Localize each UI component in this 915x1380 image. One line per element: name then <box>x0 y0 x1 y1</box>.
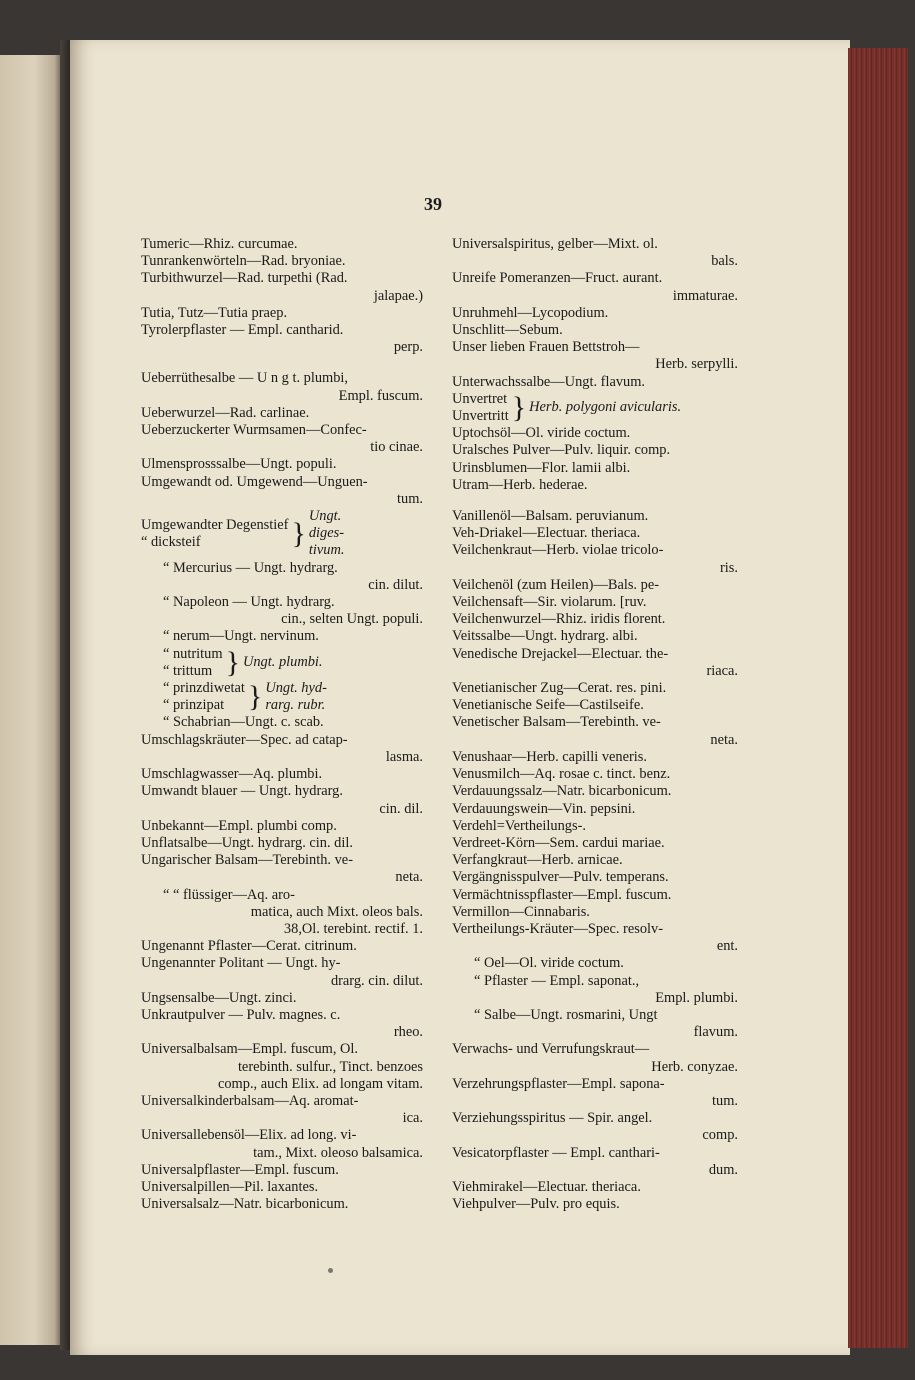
entry-continuation: neta. <box>395 869 423 886</box>
entry: Venetischer Balsam—Terebinth. ve- <box>452 714 661 731</box>
entry: Universalspiritus, gelber—Mixt. ol. <box>452 236 658 252</box>
entry: Vertheilungs-Kräuter—Spec. resolv- <box>452 920 663 937</box>
entry: Umgewandt od. Umgewend—Unguen- <box>141 473 368 490</box>
entry: Veilchensaft—Sir. violarum. [ruv. <box>452 594 647 611</box>
brace: } <box>291 516 306 550</box>
entry: Veilchenöl (zum Heilen)—Bals. pe- <box>452 576 659 593</box>
entry: Veitssalbe—Ungt. hydrarg. albi. <box>452 628 638 645</box>
page-mark <box>328 1268 333 1273</box>
entry: Verzehrungspflaster—Empl. sapona- <box>452 1075 665 1092</box>
entry-continuation: Herb. conyzae. <box>651 1058 738 1075</box>
entry-continuation: 38,Ol. terebint. rectif. 1. <box>283 920 423 937</box>
entry: Vergängnisspulver—Pulv. temperans. <box>452 869 669 886</box>
entry: Uptochsöl—Ol. viride coctum. <box>452 425 631 442</box>
entry-continuation: tum. <box>397 490 423 507</box>
entry: “ “ flüssiger—Aq. aro- <box>163 886 295 903</box>
entry: Vermächtnisspflaster—Empl. fuscum. <box>452 886 672 903</box>
right-column <box>452 236 738 1213</box>
left-column <box>141 236 423 1213</box>
left-page-edge <box>0 55 62 1345</box>
bracket-reference: Herb. polygoni avicularis. <box>529 399 682 416</box>
bracket-group <box>141 646 423 680</box>
entry: Verziehungsspiritus — Spir. angel. <box>452 1110 653 1127</box>
entry: Ulmensprosssalbe—Ungt. populi. <box>141 456 337 473</box>
entry: Ueberwurzel—Rad. carlinae. <box>141 404 310 421</box>
entry: Tyrolerpflaster — Empl. cantharid. <box>141 322 344 339</box>
entry-continuation: bals. <box>711 253 738 270</box>
entry: Venusmilch—Aq. rosae c. tinct. benz. <box>452 766 671 783</box>
entry-continuation: neta. <box>710 731 738 748</box>
entry-continuation: comp., auch Elix. ad longam vitam. <box>217 1075 423 1092</box>
brace: } <box>511 391 527 425</box>
entry: Unvertret <box>452 390 508 407</box>
bracket-reference: Ungt. hyd- rarg. rubr. <box>265 680 327 714</box>
entry-continuation: immaturae. <box>672 287 738 304</box>
entry-continuation: ent. <box>716 938 738 955</box>
entry-continuation: Empl. plumbi. <box>655 989 738 1006</box>
entry: Unschlitt—Sebum. <box>452 322 563 339</box>
entry: Unterwachssalbe—Ungt. flavum. <box>452 373 646 390</box>
entry-continuation: Empl. fuscum. <box>338 387 423 404</box>
entry: Vermillon—Cinnabaris. <box>452 903 590 920</box>
entry: “ Mercurius — Ungt. hydrarg. <box>163 559 338 576</box>
entry: Utram—Herb. hederae. <box>452 476 588 493</box>
page-number: 39 <box>424 194 442 214</box>
entry: “ trittum <box>163 662 213 679</box>
entry-continuation: dum. <box>708 1161 738 1178</box>
entry: “ nerum—Ungt. nervinum. <box>163 628 319 645</box>
entry: “ Pflaster — Empl. saponat., <box>474 972 640 989</box>
entry: Ungsensalbe—Ungt. zinci. <box>141 989 297 1006</box>
entry: Ungenannt Pflaster—Cerat. citrinum. <box>141 938 357 955</box>
entry-continuation: tum. <box>712 1092 738 1109</box>
bracket-group <box>452 391 738 425</box>
entry: Ungenannter Politant — Ungt. hy- <box>141 955 341 972</box>
entry-continuation: terebinth. sulfur., Tinct. benzoes <box>237 1058 423 1075</box>
entry-continuation: perp. <box>393 339 423 356</box>
entry-continuation: lasma. <box>385 748 423 765</box>
entry: Unflatsalbe—Ungt. hydrarg. cin. dil. <box>141 834 353 851</box>
entry: Urinsblumen—Flor. lamii albi. <box>452 459 631 476</box>
entry: Veilchenkraut—Herb. violae tricolo- <box>452 542 664 559</box>
entry-continuation: drarg. cin. dilut. <box>330 972 423 989</box>
entry: “ dicksteif <box>141 533 201 550</box>
entry: Vesicatorpflaster — Empl. canthari- <box>452 1144 660 1161</box>
entry: Universalkinderbalsam—Aq. aromat- <box>141 1092 359 1109</box>
entry: Turbithwurzel—Rad. turpethi (Rad. <box>141 270 348 287</box>
entry: Umgewandter Degenstief <box>141 516 289 533</box>
bracket-group <box>141 680 423 714</box>
entry: Veilchenwurzel—Rhiz. iridis florent. <box>452 611 666 628</box>
entry: Ueberrüthesalbe — U n g t. plumbi, <box>141 370 349 387</box>
entry-continuation: cin., selten Ungt. populi. <box>281 611 423 628</box>
entry: Tunrankenwörteln—Rad. bryoniae. <box>141 253 346 270</box>
entry: Universalsalz—Natr. bicarbonicum. <box>141 1196 349 1213</box>
entry: “ prinzdiwetat <box>163 680 245 697</box>
entry: “ prinzipat <box>163 697 225 714</box>
brace: } <box>225 645 240 679</box>
entry: Unreife Pomeranzen—Fruct. aurant. <box>452 270 663 287</box>
entry: “ Salbe—Ungt. rosmarini, Ungt <box>474 1006 658 1023</box>
entry: Verdauungswein—Vin. pepsini. <box>452 800 636 817</box>
entry: Verfangkraut—Herb. arnicae. <box>452 852 623 869</box>
entry-continuation: comp. <box>702 1127 738 1144</box>
entry: “ Napoleon — Ungt. hydrarg. <box>163 594 335 611</box>
entry: Venetianischer Zug—Cerat. res. pini. <box>452 680 667 697</box>
entry-continuation: tio cinae. <box>370 439 423 456</box>
entry: Unruhmehl—Lycopodium. <box>452 304 609 321</box>
entry: Verdehl=Vertheilungs-. <box>452 817 586 834</box>
brace: } <box>247 680 263 714</box>
entry: Venetianische Seife—Castilseife. <box>452 697 644 714</box>
entry: Ungarischer Balsam—Terebinth. ve- <box>141 852 353 869</box>
entry-continuation: flavum. <box>693 1024 738 1041</box>
entry: “ Schabrian—Ungt. c. scab. <box>163 714 324 731</box>
entry: Tumeric—Rhiz. curcumae. <box>141 236 298 252</box>
entry: Vanillenöl—Balsam. peruvianum. <box>452 508 649 525</box>
entry: Universalpflaster—Empl. fuscum. <box>141 1161 339 1178</box>
entry: Unvertritt <box>452 408 509 425</box>
entry-continuation: cin. dilut. <box>368 576 423 593</box>
entry: Unser lieben Frauen Bettstroh— <box>452 339 640 356</box>
entry: “ nutritum <box>163 645 223 662</box>
entry: Unkrautpulver — Pulv. magnes. c. <box>141 1006 341 1023</box>
entry: Umschlagwasser—Aq. plumbi. <box>141 766 323 783</box>
entry-continuation: jalapae.) <box>373 287 423 304</box>
entry-continuation: matica, auch Mixt. oleos bals. <box>250 903 423 920</box>
entry: Verdreet-Körn—Sem. cardui mariae. <box>452 834 665 851</box>
entry: Venedische Drejackel—Electuar. the- <box>452 645 669 662</box>
entry: Umwandt blauer — Ungt. hydrarg. <box>141 783 343 800</box>
entry: Veh-Driakel—Electuar. theriaca. <box>452 525 641 542</box>
bracket-group <box>141 508 423 560</box>
entry: Viehmirakel—Electuar. theriaca. <box>452 1178 641 1195</box>
entry: Universallebensöl—Elix. ad long. vi- <box>141 1127 357 1144</box>
entry: Viehpulver—Pulv. pro equis. <box>452 1196 620 1213</box>
page-edge <box>848 48 908 1348</box>
entry: Universalbalsam—Empl. fuscum, Ol. <box>141 1041 359 1058</box>
entry: Venushaar—Herb. capilli veneris. <box>452 748 648 765</box>
entry: Uralsches Pulver—Pulv. liquir. comp. <box>452 442 671 459</box>
entry-continuation: Herb. serpylli. <box>655 356 738 373</box>
entry: Universalpillen—Pil. laxantes. <box>141 1178 319 1195</box>
entry: Verwachs- und Verrufungskraut— <box>452 1041 650 1058</box>
entry: Verdauungssalz—Natr. bicarbonicum. <box>452 783 672 800</box>
entry: “ Oel—Ol. viride coctum. <box>474 955 624 972</box>
entry: Umschlagskräuter—Spec. ad catap- <box>141 731 348 748</box>
entry-continuation: riaca. <box>706 662 738 679</box>
entry-continuation: rheo. <box>393 1024 423 1041</box>
bracket-reference: Ungt. diges- tivum. <box>308 508 345 559</box>
entry-continuation: ica. <box>402 1110 423 1127</box>
entry-continuation: ris. <box>720 559 738 576</box>
entry: Ueberzuckerter Wurmsamen—Confec- <box>141 422 367 439</box>
entry-continuation: tam., Mixt. oleoso balsamica. <box>253 1144 423 1161</box>
entry-continuation: cin. dil. <box>379 800 423 817</box>
entry: Unbekannt—Empl. plumbi comp. <box>141 817 337 834</box>
entry: Tutia, Tutz—Tutia praep. <box>141 304 288 321</box>
bracket-reference: Ungt. plumbi. <box>242 654 323 671</box>
